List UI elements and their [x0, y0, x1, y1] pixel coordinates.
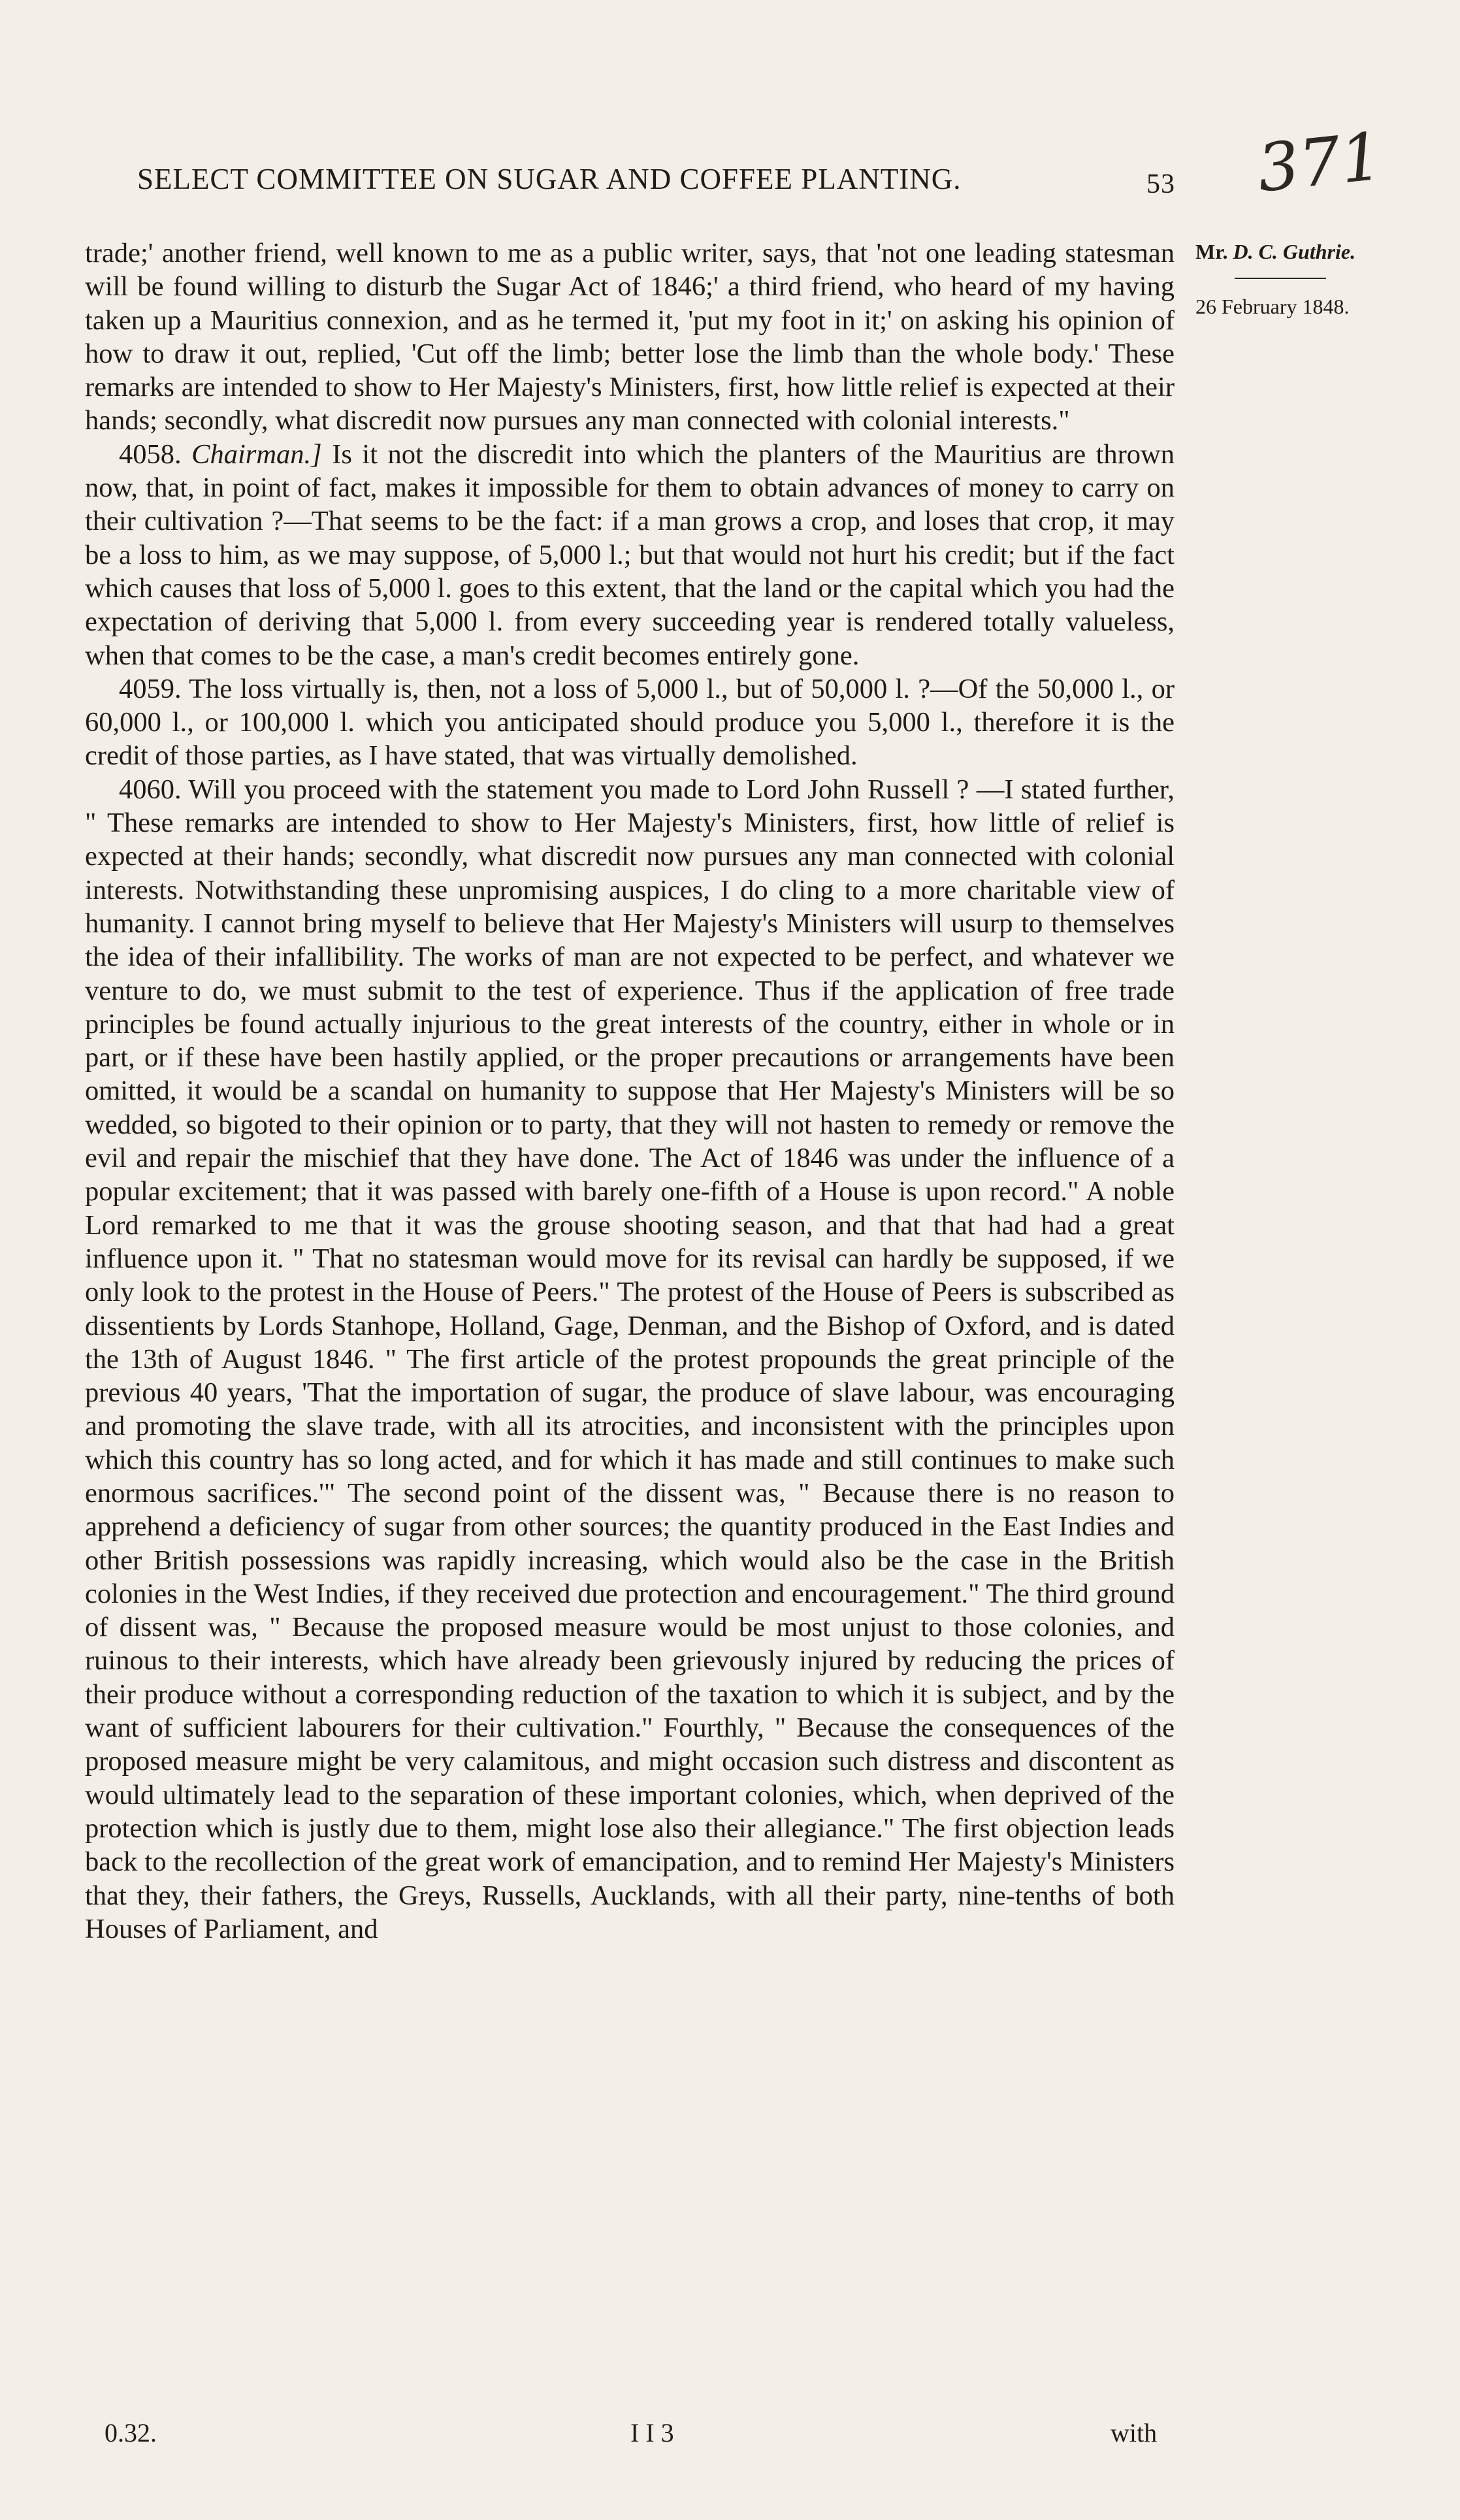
question-number: 4060. — [119, 774, 182, 805]
paragraph-4059 — [85, 672, 1175, 773]
witness-surname: D. C. Guthrie. — [1233, 240, 1356, 263]
page-title: SELECT COMMITTEE ON SUGAR AND COFFEE PLANTING. — [137, 163, 962, 195]
paragraph-4060 — [85, 773, 1175, 1946]
catchword: with — [1111, 2418, 1158, 2447]
handwritten-folio-number: 371 — [1254, 118, 1386, 207]
paragraph-text: trade;' another friend, well known to me as a public writer, says, that 'not one leading statesman will be found willing to disturb the Sugar Act of 1846;' a third friend, who heard of my having taken up a Mauritius connexion, and as he termed it, 'put my foot in it;' on asking his opinion of how to draw it out, replied, 'Cut off the limb; better lose the limb than the whole body.' These remarks are intended to show to Her Majesty's Ministers, first, how little relief is expected at their hands; secondly, what discredit now pursues any man connected with colonial interests." — [85, 238, 1175, 436]
paragraph-text: Is it not the discredit into which the planters of the Mauritius are thrown now, that, in point of fact, makes it impossible for them to obtain advances of money to carry on their cultivation ?—That seems to be the fact: if a man grows a crop, and loses that crop, it may be a loss to him, as we may suppose, of 5,000 l.; but that would not hurt his credit; but if the fact which causes that loss of 5,000 l. goes to this extent, that the land or the capital which you had the expectation of deriving that 5,000 l. from every succeeding year is rendered totally valueless, when that comes to be the case, a man's credit becomes entirely gone. — [85, 438, 1175, 671]
evidence-date: 26 February 1848. — [1195, 295, 1350, 318]
question-number: 4058. — [119, 438, 182, 470]
margin-note — [1195, 238, 1411, 319]
signature-mark: I I 3 — [630, 2418, 674, 2447]
witness-prefix: Mr. — [1195, 240, 1228, 263]
speaker-label: Chairman.] — [191, 438, 322, 470]
body-text — [85, 237, 1175, 1946]
paragraph-text: The loss virtually is, then, not a loss of 5,000 l., but of 50,000 l. ?—Of the 50,000 l., or 60,000 l., or 100,000 l. which you anticipated should produce you 5,000 l., therefore it is the credit of those parties, as I have stated, that was virtually demolished. — [85, 673, 1175, 772]
print-reference: 0.32. — [105, 2418, 157, 2447]
paragraph-text: Will you proceed with the statement you made to Lord John Russell ? —I stated further, " These remarks are intended to show to Her Majesty's Ministers, first, how little of relief is expected at their hands; secondly, what discredit now pursues any man connected with colonial interests. Notwithstanding these unpromising auspices, I do cling to a more charitable view of humanity. I cannot bring myself to believe that Her Majesty's Ministers will usurp to themselves the idea of their infallibility. The works of man are not expected to be perfect, and whatever we venture to do, we must submit to the test of experience. Thus if the application of free trade principles be found actually injurious to the great interests of the country, either in whole or in part, or if these have been hastily applied, or the proper precautions or arrangements have been omitted, it would be a scandal on humanity to suppose that Her Majesty's Ministers will be so wedded, so bigoted to their opinion or to party, that they will not hasten to remedy or remove the evil and repair the mischief that they have done. The Act of 1846 was under the influence of a popular excitement; that it was passed with barely one-fifth of a House is upon record." A noble Lord remarked to me that it was the grouse shooting season, and that that had had a great influence upon it. " That no statesman would move for its revisal can hardly be supposed, if we only look to the protest in the House of Peers." The protest of the House of Peers is subscribed as dissentients by Lords Stanhope, Holland, Gage, Denman, and the Bishop of Oxford, and is dated the 13th of August 1846. " The first article of the protest propounds the great principle of the previous 40 years, 'That the importation of sugar, the produce of slave labour, was encouraging and promoting the slave trade, with all its atrocities, and inconsistent with the principles upon which this country has so long acted, and for which it has made and still continues to make such enormous sacrifices.'" The second point of the dissent was, " Because there is no reason to apprehend a deficiency of sugar from other sources; the quantity produced in the East Indies and other British possessions was rapidly increasing, which would also be the case in the British colonies in the West Indies, if they received due protection and encouragement." The third ground of dissent was, " Because the proposed measure would be most unjust to those colonies, and ruinous to their interests, which have already been grievously injured by reducing the prices of their produce without a corresponding reduction of the taxation to which it is subject, and by the want of sufficient labourers for their cultivation." Fourthly, " Because the consequences of the proposed measure might be very calamitous, and might occasion such distress and discontent as would ultimately lead to the separation of these important colonies, which, when deprived of the protection which is justly due to them, might lose also their allegiance." The first objection leads back to the recollection of the great work of emancipation, and to remind Her Majesty's Ministers that they, their fathers, the Greys, Russells, Aucklands, with all their party, nine-tenths of both Houses of Parliament, and — [85, 774, 1175, 1944]
margin-divider — [1235, 278, 1326, 279]
paragraph-4058 — [85, 438, 1175, 672]
page-number: 53 — [1146, 169, 1175, 199]
question-number: 4059. — [119, 673, 182, 704]
paragraph-continuation — [85, 237, 1175, 438]
witness-name — [1195, 238, 1411, 265]
